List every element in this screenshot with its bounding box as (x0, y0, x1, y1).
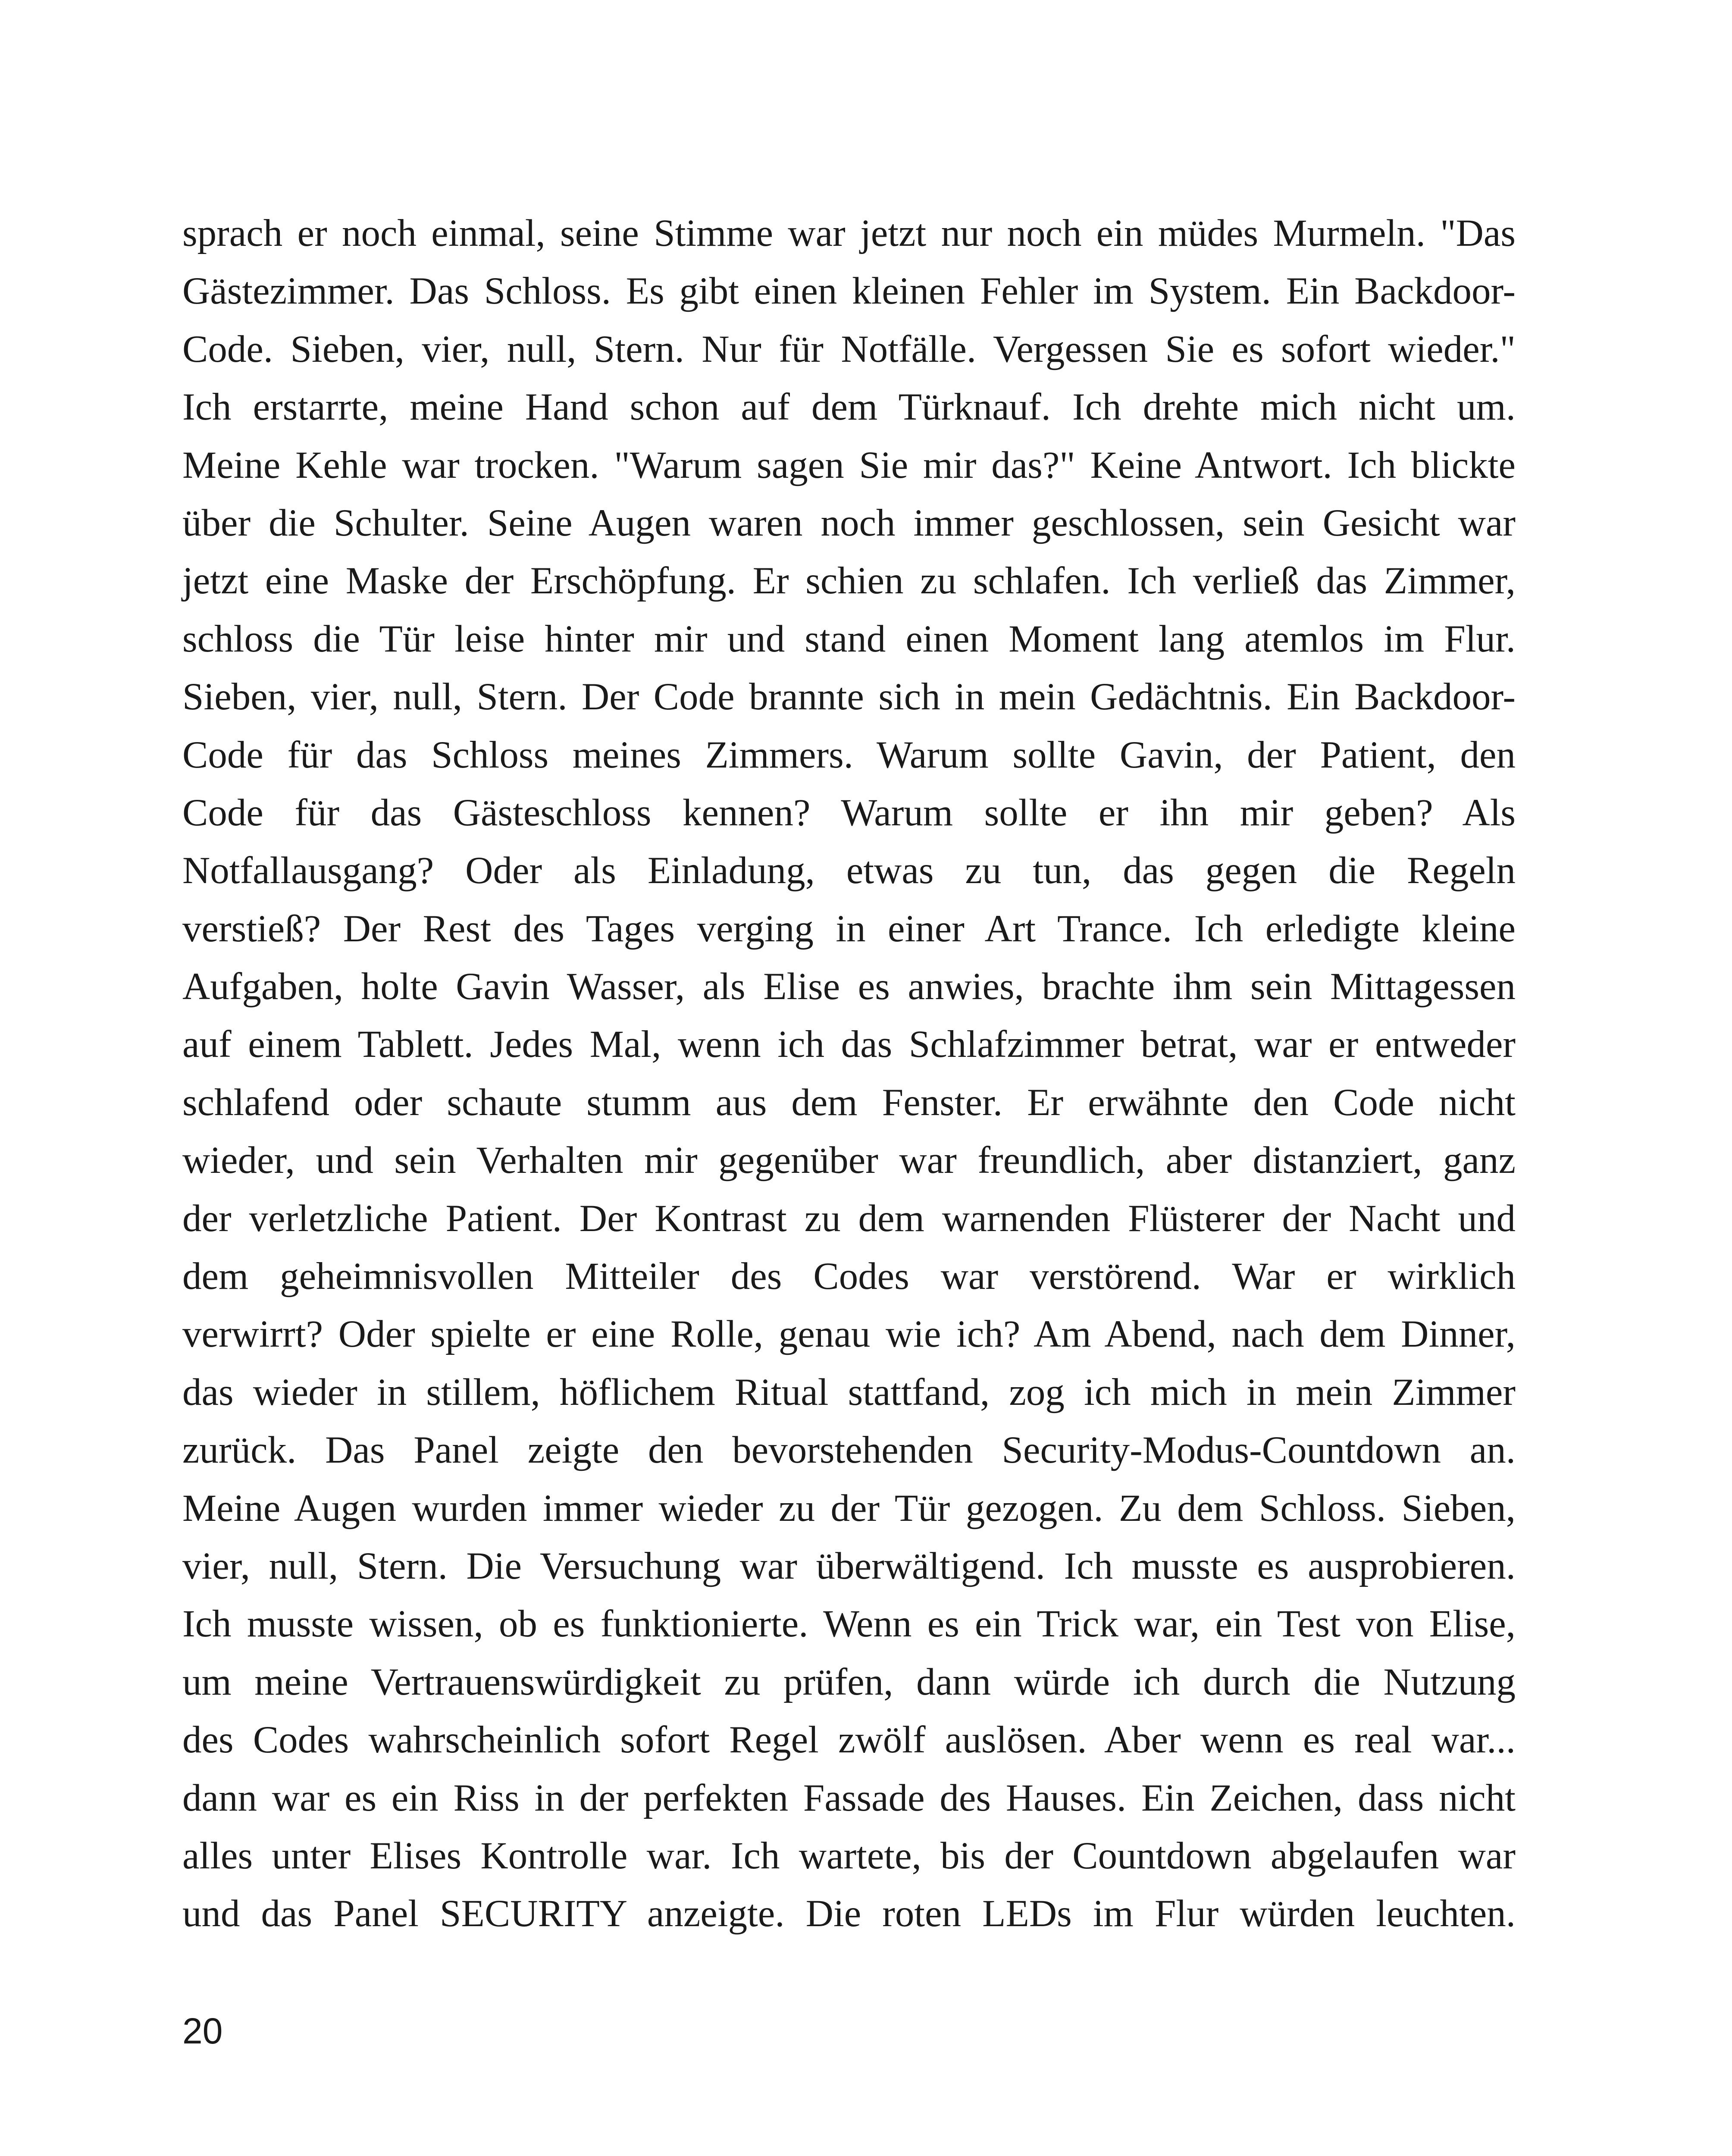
text-line-13: verstieß? Der Rest des Tages verging in einer Art Trance. Ich erledigte kleine (182, 907, 1516, 950)
text-line-20: verwirrt? Oder spielte er eine Rolle, genau wie ich? Am Abend, nach dem Dinner, (182, 1313, 1516, 1356)
text-line-1: sprach er noch einmal, seine Stimme war jetzt nur noch ein müdes Murmeln. "Das (182, 212, 1516, 254)
text-line-26: um meine Vertrauenswürdigkeit zu prüfen, dann würde ich durch die Nutzung (182, 1661, 1516, 1703)
text-line-18: der verletzliche Patient. Der Kontrast zu dem warnenden Flüsterer der Nacht und (182, 1197, 1516, 1240)
page-number: 20 (182, 2011, 223, 2051)
text-line-27: des Codes wahrscheinlich sofort Regel zwölf auslösen. Aber wenn es real war... (182, 1719, 1516, 1761)
text-line-22: zurück. Das Panel zeigte den bevorstehenden Security-Modus-Countdown an. (182, 1429, 1516, 1472)
text-line-12: Notfallausgang? Oder als Einladung, etwas zu tun, das gegen die Regeln (182, 849, 1516, 892)
text-line-11: Code für das Gästeschloss kennen? Warum sollte er ihn mir geben? Als (182, 791, 1516, 834)
text-line-14: Aufgaben, holte Gavin Wasser, als Elise es anwies, brachte ihm sein Mittagessen (182, 965, 1516, 1008)
text-line-10: Code für das Schloss meines Zimmers. Warum sollte Gavin, der Patient, den (182, 733, 1516, 776)
text-line-17: wieder, und sein Verhalten mir gegenüber war freundlich, aber distanziert, ganz (182, 1139, 1516, 1182)
text-line-25: Ich musste wissen, ob es funktionierte. Wenn es ein Trick war, ein Test von Elise, (182, 1603, 1516, 1645)
text-line-3: Code. Sieben, vier, null, Stern. Nur für Notfälle. Vergessen Sie es sofort wieder." (182, 328, 1516, 370)
text-line-23: Meine Augen wurden immer wieder zu der Tür gezogen. Zu dem Schloss. Sieben, (182, 1487, 1516, 1529)
text-line-28: dann war es ein Riss in der perfekten Fassade des Hauses. Ein Zeichen, dass nicht (182, 1777, 1516, 1819)
text-line-30: und das Panel SECURITY anzeigte. Die roten LEDs im Flur würden leuchten. (182, 1893, 1516, 1935)
text-line-15: auf einem Tablett. Jedes Mal, wenn ich das Schlafzimmer betrat, war er entweder (182, 1023, 1516, 1066)
text-line-9: Sieben, vier, null, Stern. Der Code brannte sich in mein Gedächtnis. Ein Backdoor- (182, 676, 1516, 718)
text-line-8: schloss die Tür leise hinter mir und stand einen Moment lang atemlos im Flur. (182, 617, 1516, 660)
text-line-4: Ich erstarrte, meine Hand schon auf dem Türknauf. Ich drehte mich nicht um. (182, 386, 1516, 429)
text-line-2: Gästezimmer. Das Schloss. Es gibt einen kleinen Fehler im System. Ein Backdoor- (182, 270, 1516, 313)
text-line-6: über die Schulter. Seine Augen waren noch immer geschlossen, sein Gesicht war (182, 501, 1516, 544)
text-line-16: schlafend oder schaute stumm aus dem Fenster. Er erwähnte den Code nicht (182, 1081, 1516, 1124)
text-line-24: vier, null, Stern. Die Versuchung war überwältigend. Ich musste es ausprobieren. (182, 1545, 1516, 1587)
text-line-19: dem geheimnisvollen Mitteiler des Codes war verstörend. War er wirklich (182, 1255, 1516, 1298)
body-text (182, 204, 1516, 1943)
text-line-7: jetzt eine Maske der Erschöpfung. Er schien zu schlafen. Ich verließ das Zimmer, (182, 560, 1516, 602)
text-line-21: das wieder in stillem, höflichem Ritual stattfand, zog ich mich in mein Zimmer (182, 1371, 1516, 1413)
text-line-5: Meine Kehle war trocken. "Warum sagen Sie mir das?" Keine Antwort. Ich blickte (182, 444, 1516, 486)
text-line-29: alles unter Elises Kontrolle war. Ich wartete, bis der Countdown abgelaufen war (182, 1834, 1516, 1877)
